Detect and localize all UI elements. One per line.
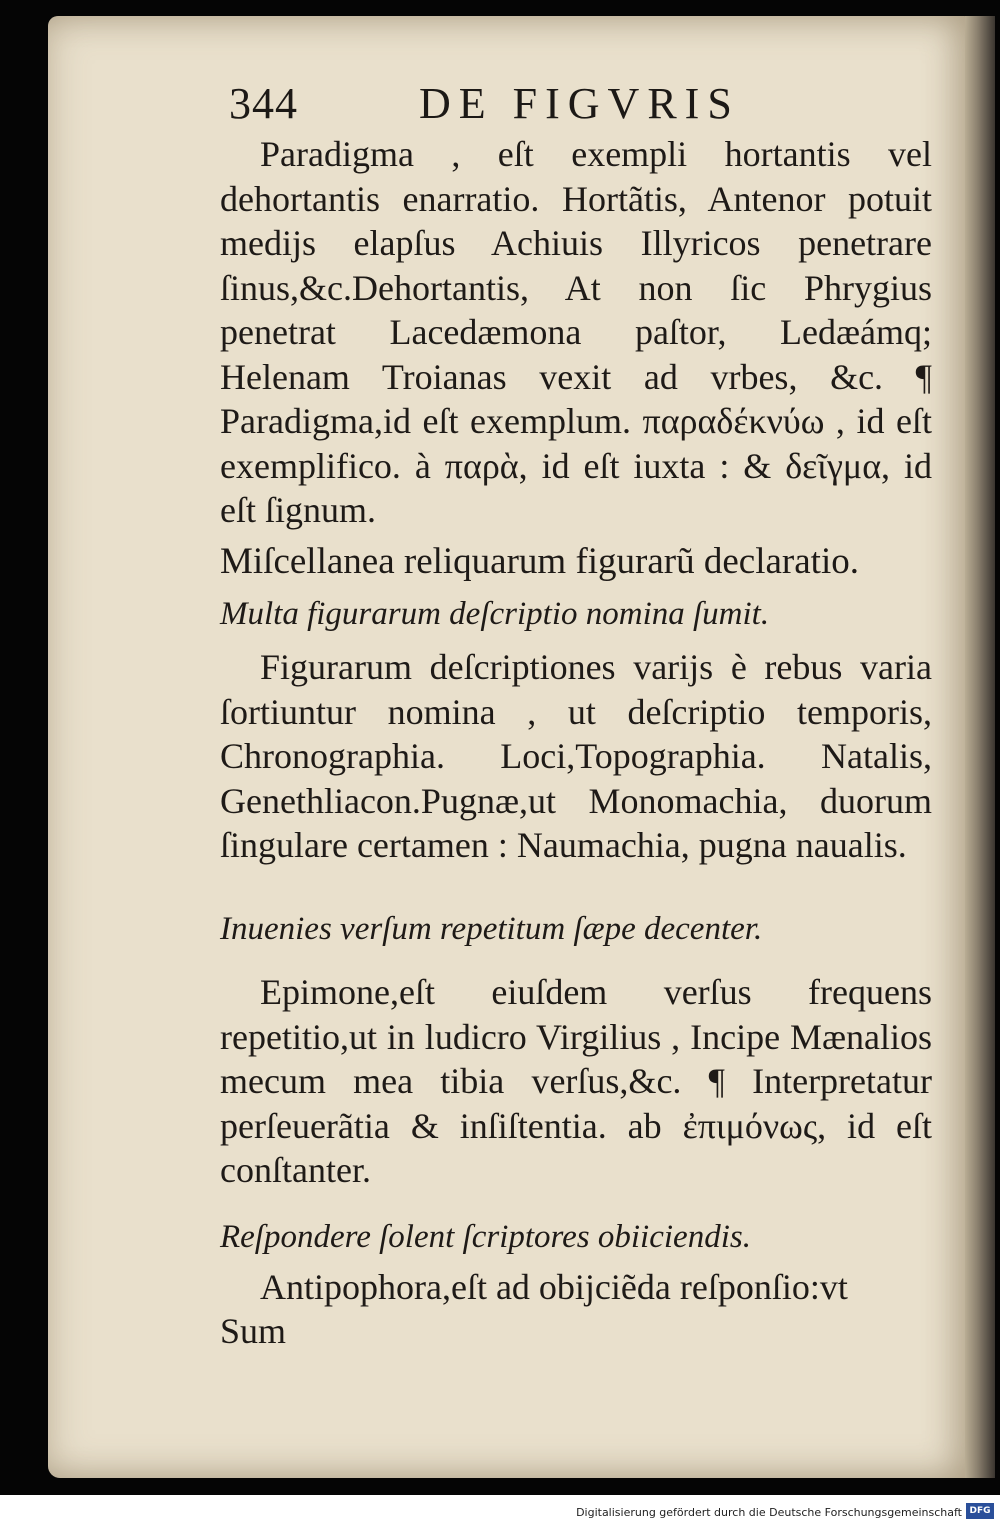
verse-respondere: Reſpondere ſolent ſcriptores obiiciendis. <box>220 1219 751 1255</box>
section-heading-miscellanea: Miſcellanea reliquarum figurarũ declaratio. <box>220 541 859 582</box>
verse-inuenies: Inuenies verſum repetitum ſæpe decenter. <box>220 911 763 947</box>
digitization-credit: Digitalisierung gefördert durch die Deutsche Forschungsgemeinschaft <box>576 1506 962 1519</box>
page-gutter <box>965 16 995 1478</box>
paragraph-antipophora: Antipophora,eſt ad obijciẽda reſponſio:vt <box>260 1267 848 1307</box>
running-title: DE FIGVRIS <box>419 79 740 128</box>
catchword: Sum <box>220 1311 287 1351</box>
paragraph-paradigma: Paradigma , eſt exempli hortantis vel dehortantis enarratio. Hortãtis, Antenor potuit medijs elapſus Achiuis Illyricos penetrare ſinus,&c.Dehortantis, At non ſic Phrygius penetrat Lacedæmona paſtor, Ledæámq; Helenam Troianas vexit ad vrbes, &c. ¶ Paradigma,id eſt exemplum. παραδέκνύω , id eſt exemplifico. à παρὰ, id eſt iuxta : & δεῖγμα, id eſt ſignum. <box>220 134 932 530</box>
dfg-logo-icon: DFG <box>966 1503 994 1519</box>
verse-multa: Multa figurarum deſcriptio nomina ſumit. <box>220 596 770 632</box>
paragraph-epimone: Epimone,eſt eiuſdem verſus frequens repetitio,ut in ludicro Virgilius , Incipe Mænalios mecum mea tibia verſus,&c. ¶ Interpretatur perſeuerãtia & inſiſtentia. ab ἐπιμόνως, id eſt conſtanter. <box>220 972 932 1190</box>
page-number: 344 <box>229 79 298 128</box>
paragraph-figurarum: Figurarum deſcriptiones varijs è rebus varia ſortiuntur nomina , ut deſcriptio temporis, Chronographia. Loci,Topographia. Natalis, Genethliacon.Pugnæ,ut Monomachia, duorum ſingulare certamen : Naumachia, pugna naualis. <box>220 647 932 865</box>
